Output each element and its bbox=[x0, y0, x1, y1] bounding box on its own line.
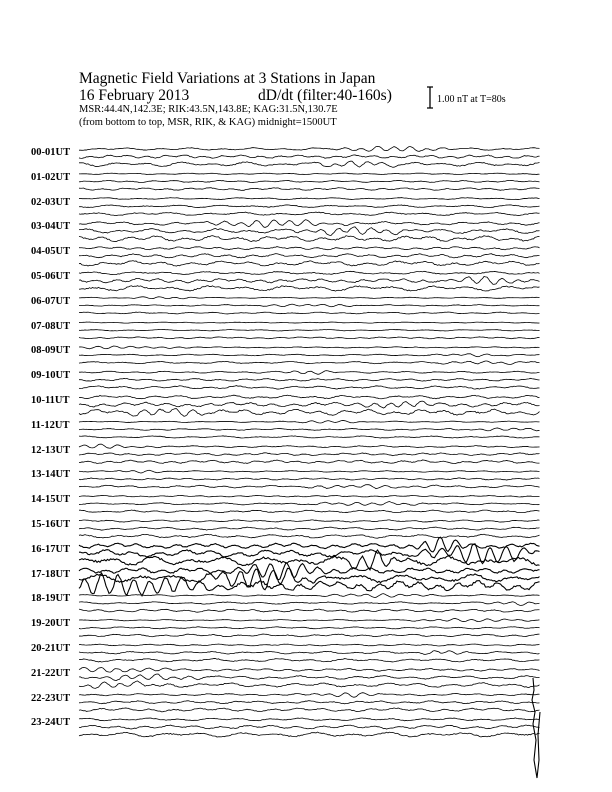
trace-kag-h4 bbox=[79, 247, 540, 250]
trace-kag-h5 bbox=[79, 271, 540, 274]
trace-msr-h9 bbox=[79, 386, 540, 390]
trace-rik-h7 bbox=[79, 329, 540, 331]
trace-rik-h10 bbox=[79, 401, 540, 408]
trace-rik-h15 bbox=[79, 527, 540, 530]
trace-kag-h3 bbox=[79, 220, 540, 228]
trace-rik-h1 bbox=[79, 180, 540, 182]
chart-date: 16 February 2013 bbox=[79, 87, 190, 104]
trace-rik-h18 bbox=[79, 602, 540, 606]
trace-rik-h11 bbox=[79, 428, 540, 431]
trace-rik-h16 bbox=[79, 544, 540, 564]
scale-bar bbox=[427, 87, 433, 108]
trace-order-text: (from bottom to top, MSR, RIK, & KAG) midnight=1500UT bbox=[79, 117, 337, 128]
trace-rik-h2 bbox=[79, 205, 540, 208]
hour-label: 04-05UT bbox=[31, 246, 71, 258]
hour-label: 13-14UT bbox=[31, 469, 71, 481]
trace-kag-h18 bbox=[79, 594, 540, 598]
trace-rik-h12 bbox=[79, 453, 540, 456]
trace-rik-h21 bbox=[79, 674, 540, 680]
trace-kag-h9 bbox=[79, 371, 540, 375]
hour-label: 11-12UT bbox=[31, 419, 70, 431]
hour-label: 05-06UT bbox=[31, 271, 71, 282]
hour-label: 09-10UT bbox=[31, 370, 71, 382]
hour-label: 02-03UT bbox=[31, 196, 71, 208]
trace-kag-h10 bbox=[79, 395, 540, 399]
stations-text: MSR:44.4N,142.3E; RIK:43.5N,143.8E; KAG:31.5N,130.7E bbox=[79, 104, 338, 115]
trace-msr-h20 bbox=[79, 658, 540, 662]
chart-component: dD/dt (filter:40-160s) bbox=[258, 87, 392, 104]
trace-msr-h21 bbox=[79, 681, 540, 688]
trace-msr-h13 bbox=[79, 485, 540, 489]
hour-label: 17-18UT bbox=[31, 568, 71, 580]
hour-label: 03-04UT bbox=[31, 221, 71, 233]
trace-msr-h12 bbox=[79, 460, 540, 464]
trace-rik-h19 bbox=[79, 627, 540, 629]
trace-msr-h4 bbox=[79, 261, 540, 266]
hour-label: 06-07UT bbox=[31, 295, 71, 307]
trace-rik-h20 bbox=[79, 651, 540, 655]
hour-label: 23-24UT bbox=[31, 717, 71, 729]
trace-spike bbox=[532, 678, 540, 778]
trace-kag-h23 bbox=[79, 718, 540, 721]
trace-msr-h0 bbox=[79, 161, 540, 167]
hour-label: 22-23UT bbox=[31, 692, 71, 704]
trace-msr-h8 bbox=[79, 361, 540, 364]
trace-kag-h11 bbox=[79, 420, 540, 423]
trace-kag-h13 bbox=[79, 470, 540, 473]
hour-label: 21-22UT bbox=[31, 667, 71, 679]
trace-rik-h5 bbox=[79, 276, 540, 284]
trace-rik-h6 bbox=[79, 304, 540, 307]
trace-kag-h20 bbox=[79, 644, 540, 646]
trace-msr-h2 bbox=[79, 212, 540, 216]
hour-label: 08-09UT bbox=[31, 345, 71, 357]
trace-msr-h11 bbox=[79, 436, 540, 438]
trace-rik-h8 bbox=[79, 354, 540, 357]
chart-title: Magnetic Field Variations at 3 Stations in Japan bbox=[79, 70, 376, 87]
trace-rik-h23 bbox=[79, 725, 540, 729]
trace-msr-h1 bbox=[79, 188, 540, 191]
trace-kag-h8 bbox=[79, 346, 540, 349]
trace-rik-h9 bbox=[79, 378, 540, 381]
hour-label: 01-02UT bbox=[31, 171, 71, 183]
trace-msr-h10 bbox=[79, 409, 540, 417]
trace-kag-h2 bbox=[79, 198, 540, 200]
scale-bar-label: 1.00 nT at T=80s bbox=[437, 94, 506, 105]
trace-rik-h22 bbox=[79, 701, 540, 704]
hour-label: 00-01UT bbox=[31, 147, 71, 158]
trace-msr-h19 bbox=[79, 634, 540, 637]
trace-msr-h15 bbox=[79, 534, 540, 538]
trace-rik-h3 bbox=[79, 227, 540, 236]
trace-msr-h3 bbox=[79, 236, 540, 242]
hour-label: 18-19UT bbox=[31, 593, 71, 605]
trace-kag-h1 bbox=[79, 173, 540, 174]
trace-kag-h12 bbox=[79, 444, 540, 448]
trace-msr-h23 bbox=[79, 732, 540, 737]
trace-msr-h7 bbox=[79, 337, 540, 339]
trace-kag-h21 bbox=[79, 668, 540, 673]
trace-msr-h14 bbox=[79, 510, 540, 513]
hour-label: 10-11UT bbox=[31, 395, 70, 406]
hour-label: 16-17UT bbox=[31, 543, 71, 555]
trace-rik-h17 bbox=[79, 568, 540, 589]
trace-kag-h7 bbox=[79, 322, 540, 323]
trace-kag-h19 bbox=[79, 619, 540, 622]
trace-msr-h18 bbox=[79, 609, 540, 612]
trace-msr-h5 bbox=[79, 286, 540, 291]
hour-label: 07-08UT bbox=[31, 320, 71, 332]
trace-kag-h22 bbox=[79, 693, 540, 698]
trace-kag-h15 bbox=[79, 520, 540, 522]
trace-rik-h13 bbox=[79, 478, 540, 480]
trace-kag-h0 bbox=[79, 146, 540, 151]
trace-kag-h14 bbox=[79, 495, 540, 497]
hour-label: 20-21UT bbox=[31, 643, 71, 654]
hour-label: 14-15UT bbox=[31, 494, 71, 506]
trace-msr-h6 bbox=[79, 312, 540, 314]
hour-label: 19-20UT bbox=[31, 618, 71, 630]
hour-label: 15-16UT bbox=[31, 519, 71, 530]
trace-msr-h22 bbox=[79, 708, 540, 712]
trace-kag-h6 bbox=[79, 297, 540, 299]
hour-label: 12-13UT bbox=[31, 444, 71, 456]
trace-rik-h14 bbox=[79, 502, 540, 506]
trace-rik-h4 bbox=[79, 254, 540, 258]
trace-rik-h0 bbox=[79, 155, 540, 158]
